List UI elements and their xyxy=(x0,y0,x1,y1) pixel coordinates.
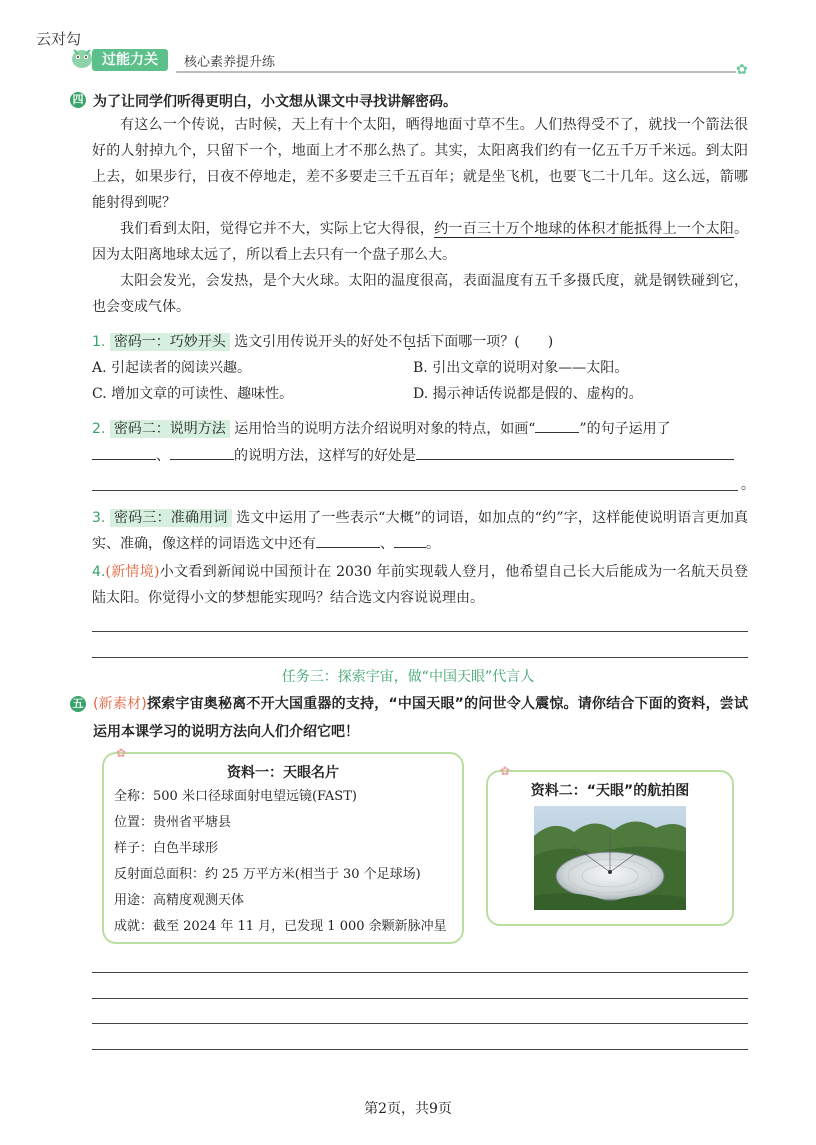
material-1-line: 用途：高精度观测天体 xyxy=(114,893,245,908)
header-divider xyxy=(176,71,736,73)
answer-line[interactable] xyxy=(92,657,748,658)
material-2-card xyxy=(486,770,734,926)
question-number-five: 五 xyxy=(70,696,86,712)
page-number: 第2页，共9页 xyxy=(364,1101,452,1117)
dotted-word-yue: 约 xyxy=(548,143,563,159)
answer-blank[interactable] xyxy=(92,445,156,460)
answer-line[interactable] xyxy=(92,998,748,999)
answer-line[interactable] xyxy=(92,490,738,491)
flower-icon: ✿ xyxy=(116,746,127,760)
option-a[interactable]: A. 引起读者的阅读兴趣。 xyxy=(92,360,252,376)
period-mark: 。 xyxy=(741,477,755,493)
material-1-line: 位置：贵州省平塘县 xyxy=(114,815,232,830)
passage-paragraph-2: 我们看到太阳，觉得它并不大，实际上它大得很，约一百三十万个地球的体积才能抵得上一个太阳。因为太阳离地球太远了，所以看上去只有一个盘子那么大。 xyxy=(92,221,748,263)
material-2-title: 资料二：“天眼”的航拍图 xyxy=(530,783,690,799)
answer-line[interactable] xyxy=(92,1023,748,1024)
material-1-line: 全称：500 米口径球面射电望远镜(FAST) xyxy=(114,789,357,804)
material-1-line: 反射面总面积：约 25 万平方米(相当于 30 个足球场) xyxy=(114,867,421,882)
mascot-icon xyxy=(70,44,94,70)
task-3-title: 任务三：探索宇宙，做“中国天眼”代言人 xyxy=(281,669,535,685)
question-2-line-2: 、 的说明方法，这样写的好处是 xyxy=(92,444,748,468)
watermark-text: 云对勾 xyxy=(36,30,82,48)
question-five-prompt: (新素材)探索宇宙奥秘离不开大国重器的支持，“中国天眼”的问世令人震惊。请你结合下面的资料，尝试运用本课学习的说明方法向人们介绍它吧！ xyxy=(93,696,748,740)
header-subtitle: 核心素养提升练 xyxy=(184,55,276,70)
answer-blank[interactable] xyxy=(316,533,380,548)
star-icon: ✿ xyxy=(736,62,748,78)
tag-new-material: (新素材) xyxy=(93,696,147,712)
underlined-sentence: 约一百三十万个地球的体积才能抵得上一个太阳 xyxy=(434,221,734,237)
passage-paragraph-3: 太阳会发光，会发热，是个大火球。太阳的温度很高，表面温度有五千多摄氏度，就是钢铁碰到它，也会变成气体。 xyxy=(92,273,748,315)
fast-telescope-aerial-photo xyxy=(534,806,686,910)
question-number-four: 四 xyxy=(70,92,86,108)
tag-new-situation: (新情境) xyxy=(105,564,160,580)
tag-code-3: 密码三：准确用词 xyxy=(110,509,232,527)
answer-blank[interactable] xyxy=(416,445,734,460)
material-1-title: 资料一：天眼名片 xyxy=(227,765,339,781)
material-1-line: 成就：截至 2024 年 11 月，已发现 1 000 余颗新脉冲星 xyxy=(114,919,447,934)
answer-blank[interactable] xyxy=(394,533,426,548)
answer-blank[interactable] xyxy=(535,418,579,433)
header-badge: 过能力关 xyxy=(92,49,168,71)
question-1: 1. 密码一：巧妙开头 选文引用传说开头的好处不包括下面哪一项？( ) xyxy=(92,334,554,350)
question-four-prompt: 为了让同学们听得更明白，小文想从课文中寻找讲解密码。 xyxy=(93,94,457,110)
tag-code-2: 密码二：说明方法 xyxy=(110,420,230,438)
flower-icon: ✿ xyxy=(500,764,511,778)
option-d[interactable]: D. 揭示神话传说都是假的、虚构的。 xyxy=(413,386,643,402)
question-3: 3. 密码三：准确用词 选文中运用了一些表示“大概”的词语，如加点的“约”字，这样能使说明语言更加真实、准确，像这样的词语选文中还有 、 。 xyxy=(92,510,749,552)
passage-paragraph-1: 有这么一个传说，古时候，天上有十个太阳，晒得地面寸草不生。人们热得受不了，就找一个箭法很好的人射掉九个，只留下一个，地面上才不那么热了。其实，太阳离我们约有一亿五千万千米远。到太阳上去，如果步行，日夜不停地走，差不多要走三千五百年；就是坐飞机，也要飞二十几年。这么远，箭哪能射得到呢？ xyxy=(92,117,749,211)
material-1-line: 样子：白色半球形 xyxy=(114,841,219,856)
material-1-card xyxy=(102,752,464,944)
answer-line[interactable] xyxy=(92,1049,748,1050)
tag-code-1: 密码一：巧妙开头 xyxy=(110,333,230,351)
answer-line[interactable] xyxy=(92,972,748,973)
answer-line[interactable] xyxy=(92,631,748,632)
option-b[interactable]: B. 引出文章的说明对象——太阳。 xyxy=(413,360,629,376)
answer-blank[interactable] xyxy=(170,445,234,460)
question-2-line-1: 2. 密码二：说明方法 运用恰当的说明方法介绍说明对象的特点，如画“ ”的句子运用了 xyxy=(92,417,748,441)
question-4: 4.(新情境)小文看到新闻说中国预计在 2030 年前实现载人登月，他希望自己长大后能成为一名航天员登陆太阳。你觉得小文的梦想能实现吗？结合选文内容说说理由。 xyxy=(92,564,748,606)
option-c[interactable]: C. 增加文章的可读性、趣味性。 xyxy=(92,386,294,402)
